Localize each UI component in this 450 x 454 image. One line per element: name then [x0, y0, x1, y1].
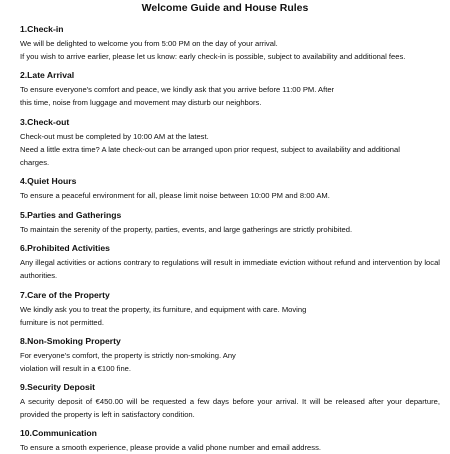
body-line: Check-out must be completed by 10:00 AM at the latest. [20, 132, 209, 141]
body-line: For everyone's comfort, the property is strictly non-smoking. Any [20, 351, 236, 360]
section-communication [20, 428, 440, 454]
section-late-arrival [20, 70, 440, 109]
body-line: To ensure a peaceful environment for all, please limit noise between 10:00 PM and 8:00 AM. [20, 191, 330, 200]
section-heading: 6.Prohibited Activities [20, 243, 110, 253]
body-line: this time, noise from luggage and movement may disturb our neighbors. [20, 98, 262, 107]
section-heading: 8.Non-Smoking Property [20, 336, 121, 346]
section-care-of-property [20, 290, 440, 329]
body-line: furniture is not permitted. [20, 318, 104, 327]
body-line: To ensure everyone's comfort and peace, we kindly ask that you arrive before 11:00 PM. After [20, 85, 335, 94]
section-heading: 3.Check-out [20, 117, 70, 127]
section-body: Any illegal activities or actions contrary to regulations will result in immediate eviction without refund and intervention by local authorities. [20, 258, 440, 280]
body-line: To ensure a smooth experience, please provide a valid phone number and email address. [20, 443, 321, 452]
section-heading: 9.Security Deposit [20, 382, 95, 392]
section-body [20, 37, 440, 63]
body-line: violation will result in a €100 fine. [20, 364, 132, 373]
section-check-in [20, 24, 440, 63]
body-line: We kindly ask you to treat the property, its furniture, and equipment with care. Moving [20, 305, 307, 314]
section-body: To maintain the serenity of the property, parties, events, and large gatherings are strictly prohibited. [20, 225, 353, 234]
section-prohibited-activities [20, 243, 440, 282]
section-quiet-hours [20, 176, 440, 202]
section-heading: 5.Parties and Gatherings [20, 210, 122, 220]
body-line: Need a little extra time? A late check-out can be arranged upon prior request, subject to availability and additional [20, 145, 400, 154]
section-body [20, 349, 440, 375]
section-heading: 1.Check-in [20, 24, 64, 34]
section-security-deposit [20, 382, 440, 421]
body-line: charges. [20, 158, 50, 167]
section-body [20, 303, 440, 329]
section-check-out [20, 117, 440, 169]
document-title: Welcome Guide and House Rules [141, 2, 309, 14]
section-body [20, 130, 440, 169]
section-body [20, 83, 440, 109]
section-non-smoking [20, 336, 440, 375]
section-parties [20, 210, 440, 236]
section-heading: 4.Quiet Hours [20, 176, 77, 186]
section-heading: 7.Care of the Property [20, 290, 110, 300]
section-heading: 2.Late Arrival [20, 70, 75, 80]
section-body [20, 441, 440, 454]
body-line: If you wish to arrive earlier, please let us know: early check-in is possible, subject to availability and additional fees. [20, 52, 406, 61]
section-body: A security deposit of €450.00 will be requested a few days before your arrival. It will be released after your departure, provided the property is left in satisfactory condition. [20, 397, 440, 419]
body-line: We will be delighted to welcome you from 5:00 PM on the day of your arrival. [20, 39, 278, 48]
section-body [20, 189, 440, 202]
section-heading: 10.Communication [20, 428, 97, 438]
